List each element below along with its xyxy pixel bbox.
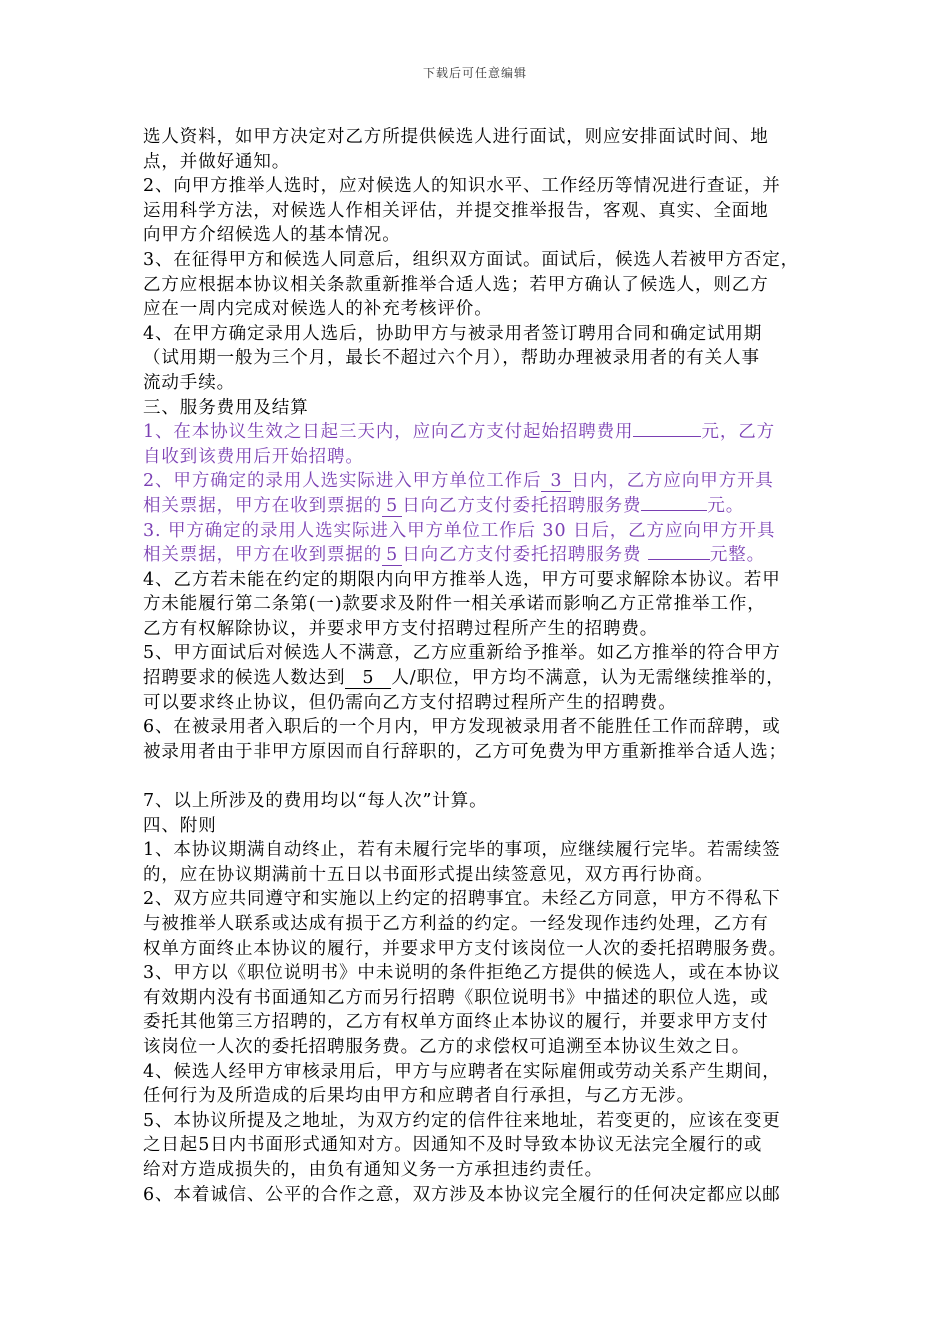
paragraph-line: 5、本协议所提及之地址，为双方约定的信件往来地址，若变更的，应该在变更: [143, 1110, 781, 1131]
document-body: [143, 125, 813, 1207]
paragraph-line: 委托其他第三方招聘的，乙方有权单方面终止本协议的履行，并要求甲方支付: [143, 1012, 769, 1033]
fee-text: 2、甲方确定的录用人选实际进入甲方单位工作后: [143, 471, 542, 492]
paragraph-line: 向甲方介绍候选人的基本情况。: [143, 225, 401, 246]
fee-text: 日向乙方支付委托招聘服务费: [402, 545, 648, 566]
paragraph-line: 6、在被录用者入职后的一个月内，甲方发现被录用者不能胜任工作而辞聘，或: [143, 717, 781, 738]
fee-amount-blank: [633, 436, 701, 437]
fee-text: 日向乙方支付委托招聘服务费: [402, 495, 642, 516]
paragraph-line: [143, 666, 813, 691]
fee-clause-line: [143, 494, 813, 519]
fee-amount-blank: [641, 510, 707, 511]
blank-line: [143, 764, 813, 789]
paragraph-line: 应在一周内完成对候选人的补充考核评价。: [143, 299, 493, 320]
fee-amount-blank: [648, 559, 710, 560]
clause-text: 人/职位，甲方均不满意，认为无需继续推举的，: [391, 668, 785, 689]
paragraph-line: 7、以上所涉及的费用均以“每人次”计算。: [143, 791, 488, 812]
paragraph-line: 5、甲方面试后对候选人不满意，乙方应重新给予推举。如乙方推举的符合甲方: [143, 643, 781, 664]
fee-text: 1、在本协议生效之日起三天内，应向乙方支付起始招聘费用: [143, 422, 634, 443]
paragraph-line: 的，应在协议期满前十五日以书面形式提出续签意见，双方再行协商。: [143, 864, 714, 885]
fee-text: 元，乙方: [701, 422, 776, 443]
paragraph-line: 可以要求终止协议，但仍需向乙方支付招聘过程所产生的招聘费。: [143, 692, 677, 713]
fee-text: 元整。: [709, 545, 766, 566]
page-header: 下载后可任意编辑: [422, 66, 527, 80]
paragraph-line: 流动手续。: [143, 372, 235, 393]
section-heading: 三、服务费用及结算: [143, 397, 309, 418]
fee-clause-line: 自收到该费用后开始招聘。: [143, 446, 364, 467]
paragraph-line: 方未能履行第二条第(一)款要求及附件一相关承诺而影响乙方正常推举工作，: [143, 594, 766, 615]
count-blank: 5: [345, 669, 391, 689]
paragraph-line: 4、乙方若未能在约定的期限内向甲方推举人选，甲方可要求解除本协议。若甲: [143, 569, 781, 590]
paragraph-line: 给对方造成损失的，由负有通知义务一方承担违约责任。: [143, 1159, 603, 1180]
fee-text: 相关票据，甲方在收到票据的: [143, 495, 383, 516]
paragraph-line: 任何行为及所造成的后果均由甲方和应聘者自行承担，与乙方无涉。: [143, 1086, 695, 1107]
fee-clause-line: 3. 甲方确定的录用人选实际进入甲方单位工作后 30 日后，乙方应向甲方开具: [143, 520, 776, 541]
days-blank: 3: [541, 472, 571, 492]
paragraph-line: 3、在征得甲方和候选人同意后，组织双方面试。面试后，候选人若被甲方否定，: [143, 249, 800, 270]
days-blank: 5: [382, 546, 402, 566]
clause-text: 招聘要求的候选人数达到: [143, 668, 346, 689]
fee-clause-line: [143, 420, 813, 445]
paragraph-line: 4、在甲方确定录用人选后，协助甲方与被录用者签订聘用合同和确定试用期: [143, 323, 763, 344]
paragraph-line: 该岗位一人次的委托招聘服务费。乙方的求偿权可追溯至本协议生效之日。: [143, 1036, 751, 1057]
paragraph-line: 乙方有权解除协议，并要求甲方支付招聘过程所产生的招聘费。: [143, 618, 659, 639]
paragraph-line: 点，并做好通知。: [143, 151, 291, 172]
section-heading: 四、附则: [143, 815, 217, 836]
paragraph-line: 有效期内没有书面通知乙方而另行招聘《职位说明书》中描述的职位人选，或: [143, 987, 769, 1008]
paragraph-line: 1、本协议期满自动终止，若有未履行完毕的事项，应继续履行完毕。若需续签: [143, 840, 781, 861]
paragraph-line: （试用期一般为三个月，最长不超过六个月），帮助办理被录用者的有关人事: [143, 348, 760, 369]
paragraph-line: 与被推举人联系或达成有损于乙方利益的约定。一经发现作违约处理，乙方有: [143, 914, 769, 934]
paragraph-line: 3、甲方以《职位说明书》中未说明的条件拒绝乙方提供的候选人，或在本协议: [143, 963, 781, 984]
days-blank: 5: [382, 497, 402, 517]
fee-text: 元。: [707, 495, 745, 516]
paragraph-line: 4、候选人经甲方审核录用后，甲方与应聘者在实际雇佣或劳动关系产生期间，: [143, 1061, 781, 1082]
fee-text: 相关票据，甲方在收到票据的: [143, 545, 383, 566]
paragraph-line: 被录用者由于非甲方原因而自行辞职的，乙方可免费为甲方重新推举合适人选；: [143, 741, 787, 762]
paragraph-line: 之日起5日内书面形式通知对方。因通知不及时导致本协议无法完全履行的或: [143, 1135, 763, 1156]
paragraph-line: 2、向甲方推举人选时，应对候选人的知识水平、工作经历等情况进行查证，并: [143, 176, 781, 197]
fee-clause-line: [143, 469, 813, 494]
paragraph-line: 权单方面终止本协议的履行，并要求甲方支付该岗位一人次的委托招聘服务费。: [143, 938, 787, 959]
fee-text: 日内，乙方应向甲方开具: [571, 471, 774, 492]
paragraph-line: 乙方应根据本协议相关条款重新推举合适人选；若甲方确认了候选人，则乙方: [143, 274, 769, 295]
paragraph-line: 6、本着诚信、公平的合作之意，双方涉及本协议完全履行的任何决定都应以邮: [143, 1184, 781, 1205]
fee-clause-line: [143, 543, 813, 568]
paragraph-line: 运用科学方法，对候选人作相关评估，并提交推举报告，客观、真实、全面地: [143, 200, 769, 221]
paragraph-line: 选人资料，如甲方决定对乙方所提供候选人进行面试，则应安排面试时间、地: [143, 127, 769, 147]
paragraph-line: 2、双方应共同遵守和实施以上约定的招聘事宜。未经乙方同意，甲方不得私下: [143, 889, 781, 910]
